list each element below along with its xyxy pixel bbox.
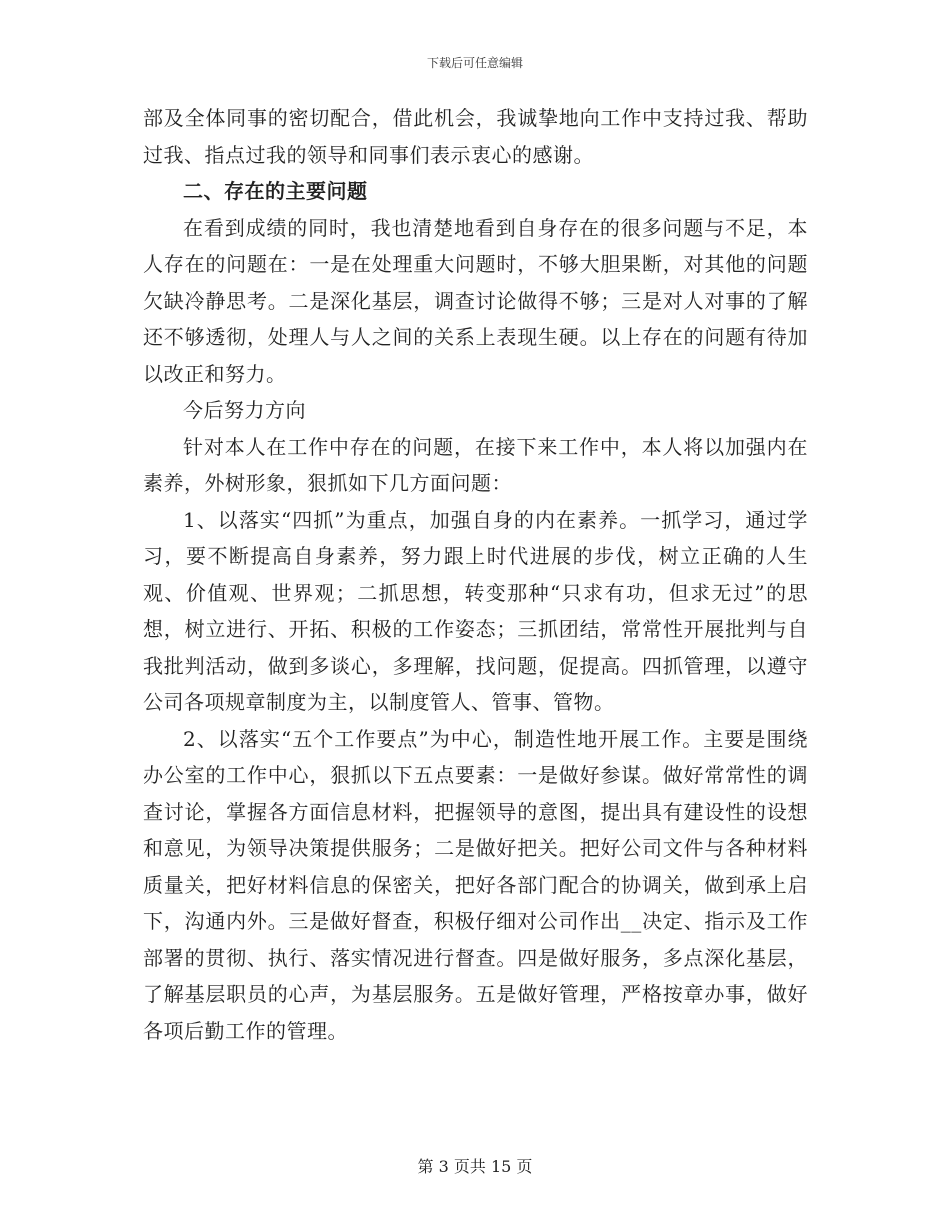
section-heading-problems: 二、存在的主要问题 [183, 179, 368, 203]
paragraph-problems: 在看到成绩的同时，我也清楚地看到自身存在的很多问题与不足，本人存在的问题在：一是在处理重大问题时，不够大胆果断，对其他的问题欠缺冷静思考。二是深化基层，调查讨论做得不够；三是对人对事的了解还不够透彻，处理人与人之间的关系上表现生硬。以上存在的问题有待加以改正和努力。 [143, 215, 808, 386]
document-body [143, 100, 808, 1049]
header-note: 下载后可任意编辑 [426, 56, 523, 70]
section-heading-direction: 今后努力方向 [183, 398, 306, 422]
paragraph-item-1: 1、以落实“四抓”为重点，加强自身的内在素养。一抓学习，通过学习，要不断提高自身素养，努力跟上时代进展的步伐，树立正确的人生观、价值观、世界观；二抓思想，转变那种“只求有功，但求无过”的思想，树立进行、开拓、积极的工作姿态；三抓团结，常常性开展批判与自我批判活动，做到多谈心，多理解，找问题，促提高。四抓管理，以遵守公司各项规章制度为主，以制度管人、管事、管物。 [143, 507, 808, 714]
paragraph-direction-intro: 针对本人在工作中存在的问题，在接下来工作中，本人将以加强内在素养，外树形象，狠抓如下几方面问题： [143, 434, 808, 495]
page-number: 第 3 页共 15 页 [417, 1157, 533, 1176]
paragraph-acknowledgement: 部及全体同事的密切配合，借此机会，我诚挚地向工作中支持过我、帮助过我、指点过我的领导和同事们表示衷心的感谢。 [143, 106, 808, 167]
paragraph-item-2: 2、以落实“五个工作要点”为中心，制造性地开展工作。主要是围绕办公室的工作中心，狠抓以下五点要素：一是做好参谋。做好常常性的调查讨论，掌握各方面信息材料，把握领导的意图，提出具有建设性的设想和意见，为领导决策提供服务；二是做好把关。把好公司文件与各种材料质量关，把好材料信息的保密关，把好各部门配合的协调关，做到承上启下，沟通内外。三是做好督查，积极仔细对公司作出__决定、指示及工作部署的贯彻、执行、落实情况进行督查。四是做好服务，多点深化基层，了解基层职员的心声，为基层服务。五是做好管理，严格按章办事，做好各项后勤工作的管理。 [143, 726, 808, 1043]
